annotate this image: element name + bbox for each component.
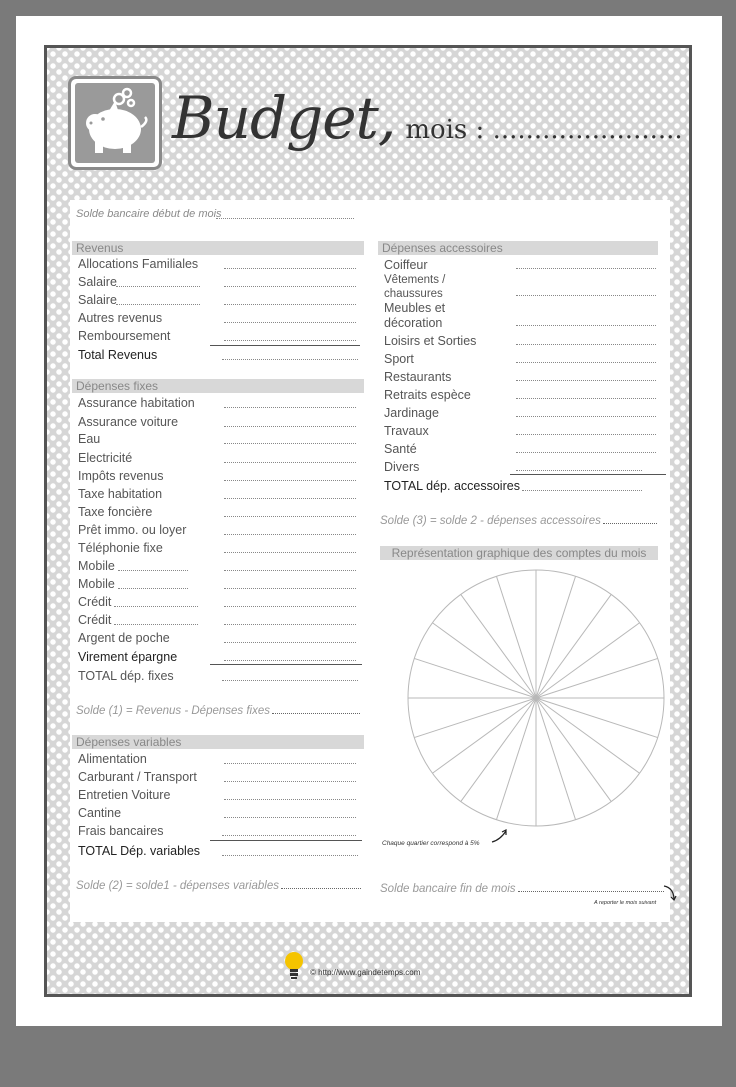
solde2-field[interactable] xyxy=(281,878,361,889)
depenses-accessoires-field[interactable] xyxy=(516,470,642,471)
section-depenses-fixes: Dépenses fixes xyxy=(72,379,364,393)
depenses-fixes-item: Téléphonie fixe xyxy=(78,541,163,555)
depenses-accessoires-item: Meubles et décoration xyxy=(384,301,446,330)
opening-balance-label: Solde bancaire début de mois xyxy=(76,208,222,220)
section-revenus: Revenus xyxy=(72,241,364,255)
pie-segment-line xyxy=(432,623,536,698)
depenses-accessoires-total: TOTAL dép. accessoires xyxy=(384,479,520,493)
revenus-item: Salaire xyxy=(78,293,117,307)
pie-segment-line xyxy=(536,623,640,698)
pie-segment-line xyxy=(536,594,611,698)
depenses-accessoires-field[interactable] xyxy=(516,344,656,345)
depenses-fixes-item: Crédit xyxy=(78,613,112,627)
depenses-fixes-field[interactable] xyxy=(224,426,356,427)
closing-balance-note: A reporter le mois suivant xyxy=(594,900,657,906)
depenses-fixes-field[interactable] xyxy=(114,624,198,625)
depenses-accessoires-field[interactable] xyxy=(516,268,656,269)
pie-segment-line xyxy=(414,658,536,698)
pie-segment-line xyxy=(536,698,640,773)
pie-segment-line xyxy=(461,698,536,802)
footer xyxy=(282,950,421,985)
depenses-fixes-item: Assurance habitation xyxy=(78,396,195,410)
depenses-accessoires-field[interactable] xyxy=(516,380,656,381)
depenses-fixes-item: Crédit xyxy=(78,595,112,609)
depenses-variables-field[interactable] xyxy=(224,781,356,782)
separator-line xyxy=(210,664,362,665)
solde1-field[interactable] xyxy=(272,703,360,714)
title-text: Budget, xyxy=(172,84,396,152)
depenses-fixes-field[interactable] xyxy=(224,570,356,571)
curved-arrow-icon xyxy=(662,884,678,902)
depenses-fixes-item: Prêt immo. ou loyer xyxy=(78,523,187,537)
revenus-item: Salaire xyxy=(78,275,117,289)
depenses-fixes-field[interactable] xyxy=(224,480,356,481)
depenses-fixes-field[interactable] xyxy=(224,516,356,517)
depenses-variables-item: Alimentation xyxy=(78,752,147,766)
pie-segment-line xyxy=(536,698,611,802)
virement-epargne: Virement épargne xyxy=(78,650,178,664)
revenus-field[interactable] xyxy=(224,340,356,341)
pie-segment-line xyxy=(496,698,536,820)
month-field[interactable]: mois : ....................... xyxy=(405,115,683,145)
depenses-fixes-field[interactable] xyxy=(224,443,356,444)
depenses-accessoires-item: Divers xyxy=(384,460,420,474)
pie-segment-line xyxy=(496,576,536,698)
solde2-formula[interactable] xyxy=(76,878,361,892)
depenses-fixes-field[interactable] xyxy=(224,606,356,607)
pie-segment-line xyxy=(536,576,576,698)
depenses-fixes-item: Impôts revenus xyxy=(78,469,164,483)
depenses-fixes-total: TOTAL dép. fixes xyxy=(78,669,174,683)
depenses-fixes-field[interactable] xyxy=(118,570,188,571)
logo-box xyxy=(68,76,162,170)
opening-balance-row[interactable] xyxy=(76,208,222,220)
solde1-formula[interactable] xyxy=(76,703,360,717)
revenus-total: Total Revenus xyxy=(78,348,158,362)
depenses-accessoires-field[interactable] xyxy=(516,434,656,435)
depenses-fixes-field[interactable] xyxy=(224,642,356,643)
page-title xyxy=(172,84,683,152)
separator-line xyxy=(210,345,360,346)
solde3-field[interactable] xyxy=(603,513,657,524)
depenses-fixes-field[interactable] xyxy=(224,534,356,535)
pie-segment-line xyxy=(536,698,576,820)
section-depenses-variables: Dépenses variables xyxy=(72,735,364,749)
depenses-accessoires-item: Retraits espèce xyxy=(384,388,471,402)
depenses-fixes-field[interactable] xyxy=(224,462,356,463)
pie-segment-line xyxy=(414,698,536,738)
solde3-formula[interactable] xyxy=(380,513,657,527)
revenus-item: Remboursement xyxy=(78,329,171,343)
depenses-accessoires-item: Travaux xyxy=(384,424,429,438)
depenses-accessoires-field[interactable] xyxy=(516,325,656,326)
depenses-fixes-item: Mobile xyxy=(78,559,115,573)
revenus-field[interactable] xyxy=(224,268,356,269)
depenses-fixes-item: Assurance voiture xyxy=(78,415,179,429)
depenses-variables-item: Carburant / Transport xyxy=(78,770,197,784)
closing-balance-label: Solde bancaire fin de mois xyxy=(380,883,516,895)
lightbulb-icon xyxy=(282,950,306,980)
depenses-fixes-field[interactable] xyxy=(114,606,198,607)
depenses-accessoires-item: Santé xyxy=(384,442,417,456)
depenses-variables-total-field[interactable] xyxy=(222,855,358,856)
piggy-bank-icon xyxy=(75,83,155,163)
depenses-accessoires-item: Coiffeur xyxy=(384,258,428,272)
depenses-fixes-field[interactable] xyxy=(224,407,356,408)
solde2-label: Solde (2) = solde1 - dépenses variables xyxy=(76,880,279,892)
pie-note: Chaque quartier correspond à 5% xyxy=(382,840,480,847)
depenses-variables-item: Cantine xyxy=(78,806,122,820)
revenus-field[interactable] xyxy=(224,304,356,305)
pie-segment-line xyxy=(461,594,536,698)
pie-chart[interactable] xyxy=(404,566,668,834)
virement-field[interactable] xyxy=(224,660,356,661)
depenses-fixes-field[interactable] xyxy=(224,624,356,625)
revenus-total-field[interactable] xyxy=(222,359,358,360)
pie-segment-line xyxy=(432,698,536,773)
graph-title: Représentation graphique des comptes du mois xyxy=(380,546,658,560)
depenses-accessoires-item: Loisirs et Sorties xyxy=(384,334,477,348)
pie-segment-line xyxy=(536,698,658,738)
depenses-variables-item: Entretien Voiture xyxy=(78,788,171,802)
depenses-variables-total: TOTAL Dép. variables xyxy=(78,844,201,858)
depenses-fixes-field[interactable] xyxy=(224,588,356,589)
depenses-fixes-item: Taxe habitation xyxy=(78,487,163,501)
depenses-accessoires-field[interactable] xyxy=(516,295,656,296)
depenses-fixes-total-field[interactable] xyxy=(222,680,358,681)
section-depenses-accessoires: Dépenses accessoires xyxy=(378,241,658,255)
depenses-accessoires-total-field[interactable] xyxy=(522,490,642,491)
depenses-fixes-item: Taxe foncière xyxy=(78,505,153,519)
curved-arrow-icon xyxy=(490,828,510,844)
depenses-accessoires-field[interactable] xyxy=(516,362,656,363)
depenses-fixes-item: Mobile xyxy=(78,577,115,591)
footer-credit[interactable]: © http://www.gaindetemps.com xyxy=(310,968,421,977)
depenses-fixes-item: Eau xyxy=(78,432,101,446)
depenses-accessoires-field[interactable] xyxy=(516,416,656,417)
pie-segment-line xyxy=(536,658,658,698)
closing-balance-field[interactable] xyxy=(518,881,664,892)
depenses-variables-item: Frais bancaires xyxy=(78,824,164,838)
depenses-fixes-field[interactable] xyxy=(224,498,356,499)
opening-balance-field[interactable] xyxy=(216,218,354,219)
depenses-accessoires-field[interactable] xyxy=(516,398,656,399)
depenses-accessoires-item: Jardinage xyxy=(384,406,439,420)
depenses-variables-field[interactable] xyxy=(224,799,356,800)
depenses-fixes-item: Electricité xyxy=(78,451,133,465)
separator-line xyxy=(510,474,666,475)
revenus-field[interactable] xyxy=(224,322,356,323)
depenses-variables-field[interactable] xyxy=(224,763,356,764)
depenses-accessoires-item: Restaurants xyxy=(384,370,452,384)
revenus-item: Allocations Familiales xyxy=(78,257,199,271)
revenus-field[interactable] xyxy=(116,286,200,287)
depenses-variables-field[interactable] xyxy=(224,817,356,818)
closing-balance-row[interactable] xyxy=(380,881,664,895)
revenus-field[interactable] xyxy=(116,304,200,305)
depenses-fixes-item: Argent de poche xyxy=(78,631,170,645)
depenses-fixes-field[interactable] xyxy=(118,588,188,589)
revenus-field[interactable] xyxy=(224,286,356,287)
depenses-accessoires-item: Vêtements / chaussures xyxy=(384,274,446,300)
depenses-fixes-field[interactable] xyxy=(224,552,356,553)
revenus-item: Autres revenus xyxy=(78,311,163,325)
depenses-variables-field[interactable] xyxy=(222,835,356,836)
depenses-accessoires-field[interactable] xyxy=(516,452,656,453)
solde1-label: Solde (1) = Revenus - Dépenses fixes xyxy=(76,705,271,717)
solde3-label: Solde (3) = solde 2 - dépenses accessoires xyxy=(380,515,601,527)
depenses-accessoires-item: Sport xyxy=(384,352,414,366)
separator-line xyxy=(210,840,362,841)
